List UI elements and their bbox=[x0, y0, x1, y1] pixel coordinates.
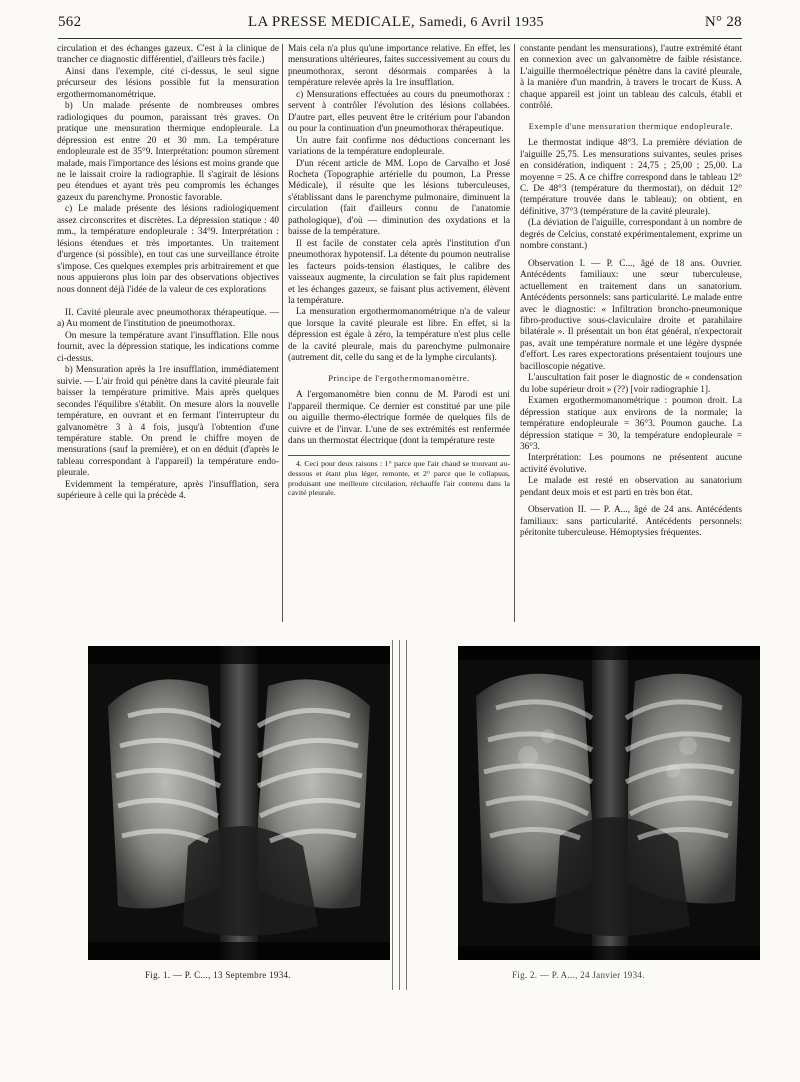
page-header bbox=[58, 12, 742, 34]
paragraph: Le malade est resté en observation au sanatorium pendant deux mois et est parti en très bon état. bbox=[520, 476, 742, 498]
paragraph: Un autre fait confirme nos déductions concernant les variations de la température endopleurale. bbox=[288, 135, 510, 158]
figure-1-caption: Fig. 1. — P. C..., 13 Septembre 1934. bbox=[145, 970, 291, 980]
text-column-2 bbox=[288, 44, 510, 498]
page-number: 562 bbox=[58, 14, 82, 30]
paragraph: Ainsi dans l'exemple, cité ci-dessus, le seul signe précurseur des lésions possible fut la mensuration ergothermomanométrique. bbox=[57, 66, 279, 100]
footnote: 4. Ceci pour deux raisons : 1° parce que l'air chaud se trouvant au-dessous et étant plus léger, remonte, et 2° parce que le collapsus, produisant une meilleure circulation, réchauffe l'air contenu dans la cavité pleurale. bbox=[288, 455, 510, 497]
paragraph: Mais cela n'a plus qu'une importance relative. En effet, les mensurations ultérieures, faites successivement au cours du pneumothorax, seront désormais comparées à la température relevée après la 1re insufflation. bbox=[288, 44, 510, 89]
text-column-3 bbox=[520, 44, 742, 540]
paragraph: A l'ergomanomètre bien connu de M. Parodi est uni l'appareil thermique. Ce dernier est constitué par une pile ou aiguille thermo-électrique formée de quelques fils de cuivre et de l'invar. L'une de ses extrémités est renfermée dans un thermostat électrique (dont la température reste bbox=[288, 390, 510, 446]
header-rule bbox=[58, 38, 742, 39]
paragraph: Observation II. — P. A..., âgé de 24 ans. Antécédents familiaux: sans particularité. Antécédents personnels: péritonite tuberculeuse. Hémoptysies fréquentes. bbox=[520, 505, 742, 539]
paragraph: c) Mensurations effectuées au cours du pneumothorax : servent à contrôler l'évolution des lésions collabées. D'autre part, elles peuvent être le critérium pour l'abandon ou pour la continuation d'un pneumothorax thérapeutique. bbox=[288, 89, 510, 135]
paragraph: L'auscultation fait poser le diagnostic de « condensation du lobe supérieur droit » (??) [voir radiographie 1]. bbox=[520, 373, 742, 395]
issue-date: Samedi, 6 Avril 1935 bbox=[419, 15, 544, 30]
figure-2-caption: Fig. 2. — P. A..., 24 Janvier 1934. bbox=[512, 970, 645, 980]
paragraph: constante pendant les mensurations), l'autre extrémité étant en connexion avec un galvanomètre de faible résistance. L'aiguille thermoélectrique pénètre dans la cavité pleurale, à la manière d'un mandrin, à travers le trocart de Kuss. A chaque appareil est joint un tableau des calculs, établi et contrôlé. bbox=[520, 44, 742, 112]
issue-number: N° 28 bbox=[704, 14, 742, 30]
paragraph: b) Un malade présente de nombreuses ombres radiologiques du poumon, paraissant très graves. On pratique une mensuration thermique endopleurale. La dépression est entre 20 et 30 mm. La température endopleurale est de 35°9. Interprétation: poumon sûrement malade, mais l'importance des lésions est moins grande que ne le laissait croire la radiographie. Il s'agirait de lésions peu étendues et ayant très peu compromis les échanges gazeux du parenchyme. Pronostic favorable. bbox=[57, 101, 279, 203]
paragraph: On mesure la température avant l'insufflation. Elle nous fournit, avec la dépression statique, les indications comme ci-dessus. bbox=[57, 330, 279, 364]
paragraph: circulation et des échanges gazeux. C'est à la clinique de trancher ce diagnostic différentiel, d'ailleurs très facile.) bbox=[57, 44, 279, 66]
paragraph: b) Mensuration après la 1re insufflation, immédiatement suivie. — L'air froid qui pénètre dans la cavité pleurale fait baisser la température primitive. Mais après quelques secondes l'équilibre s'établit. On mesure alors la nouvelle température, en ouvrant et en fermant l'interrupteur du galvanomètre 3 à 4 fois, jusqu'à l'obtention d'une température stable. On prend le chiffre moyen de mensurations (sauf la première), et on en déduit (d'après le tableau correspondant à l'appareil) la température endo-pleurale. bbox=[57, 365, 279, 479]
paragraph: D'un récent article de MM. Lopo de Carvalho et José Rocheta (Topographie artérielle du poumon, La Presse Médicale), il résulte que les lésions tuberculeuses, s'établissant dans le parenchyme pulmonaire, diminuent la circulation (fait d'ailleurs connu de l'anatomie pathologique), d'où — diminution des oxydations et la baisse de la température. bbox=[288, 158, 510, 238]
journal-title bbox=[248, 14, 544, 31]
paragraph: Il est facile de constater cela après l'institution d'un pneumothorax hypotensif. La détente du poumon neutralise les facteurs poids-tension élastiques, le calibre des vaisseaux augmente, la circulation se fait plus rapidement et les échanges gazeux, se faisant plus activement, élèvent la température. bbox=[288, 238, 510, 306]
column-divider bbox=[514, 44, 515, 622]
paragraph: Evidemment la température, après l'insufflation, sera supérieure à celle qui la précède 4. bbox=[57, 479, 279, 502]
paragraph: Examen ergothermomanométrique : poumon droit. La dépression statique aux environs de la normale; la température endopleurale = 36°3. Poumon gauche. La dépression statique = 30, la température endopleurale = 36°3. bbox=[520, 396, 742, 452]
paragraph: Interprétation: Les poumons ne présentent aucune activité évolutive. bbox=[520, 453, 742, 475]
column-divider bbox=[282, 44, 283, 622]
paragraph: La mensuration ergothermomanométrique n'a de valeur que lorsque la cavité pleurale est libre. En effet, si la dépression est égale à zéro, la température n'est plus celle de la cavité pleurale, mais du parenchyme pulmonaire (autrement dit, celle du sang et de la lymphe circulants). bbox=[288, 307, 510, 364]
chest-xray-figure-2 bbox=[458, 646, 760, 960]
paragraph: (La déviation de l'aiguille, correspondant à un nombre de degrés de Celcius, constaté expérimentalement, exprime un nombre constant.) bbox=[520, 218, 742, 252]
xray-image bbox=[88, 646, 390, 960]
chest-xray-figure-1 bbox=[88, 646, 390, 960]
figure-divider bbox=[406, 640, 407, 990]
figure-divider bbox=[392, 640, 393, 990]
xray-image bbox=[458, 646, 760, 960]
section-heading: II. Cavité pleurale avec pneumothorax thérapeutique. — a) Au moment de l'institution de pneumothorax. bbox=[57, 307, 279, 330]
paragraph: Le thermostat indique 48°3. La première déviation de l'aiguille 25,75. Les mensurations suivantes, seules prises en considération, indiquent : 24,75 ; 25,00 ; 25,00. La moyenne = 25. A ce chiffre correspond dans le tableau 12° C. De 48°3 (température du thermostat), on déduit 12° (température trouvée dans le tableau); on obtient, en définitive, 37°3 (température de la cavité pleurale). bbox=[520, 138, 742, 217]
paragraph: Observation I. — P. C..., âgé de 18 ans. Ouvrier. Antécédents familiaux: une sœur tuberculeuse, actuellement en traitement dans un sanatorium. Antécédents personnels: sans particularité. Le malade entre avec le diagnostic: « Infiltration broncho-pneumonique fibro-productive sous-claviculaire droite et parahilaire bilatérale ». Il présentait un bon état général, n'expectorait pas, avait une température normale et une légère dyspnée d'effort. Les rares expectorations présentaient toujours une bacilloscopie négative. bbox=[520, 258, 742, 372]
paragraph: c) Le malade présente des lésions radiologiquement assez circonscrites et discrètes. La dépression statique : 40 mm., la température endopleurale : 34°9. Interprétation : lésions étendues et très importantes. Un traitement d'urgence (si possible), en tout cas une surveillance étroite s'impose. Ces quelques exemples pris arbitrairement et que nous appuierons plus loin par des observations objectives nous donnent déjà l'idée de la valeur de ces explorations bbox=[57, 204, 279, 295]
figure-divider bbox=[399, 640, 400, 990]
section-title: Exemple d'une mensuration thermique endopleurale. bbox=[528, 121, 734, 131]
text-column-1 bbox=[57, 44, 279, 503]
section-title: Principe de l'ergothermomanomètre. bbox=[328, 373, 470, 383]
journal-name: LA PRESSE MEDICALE, bbox=[248, 14, 415, 30]
